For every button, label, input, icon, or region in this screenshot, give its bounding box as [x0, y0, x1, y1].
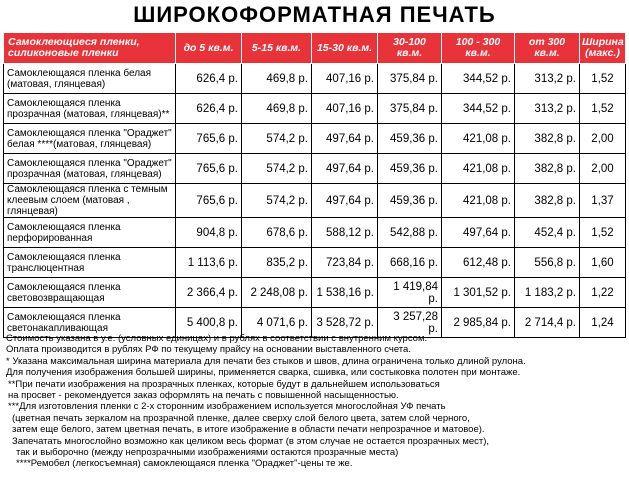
price-cell-p2: 574,2 р. — [242, 184, 312, 218]
price-cell-p3: 407,16 р. — [312, 64, 378, 94]
price-cell-p3: 497,64 р. — [312, 124, 378, 154]
note-line: Запечатать многослойно возможно как целиком весь формат (в этом случае не остается прозрачных мест), — [12, 435, 490, 447]
price-cell-p5: 421,08 р. — [442, 184, 515, 218]
note-line: (цветная печать зеркалом на прозрачной пленке, далее сверху слой белого цвета, затем слой черного, — [12, 412, 470, 424]
product-name-cell: Самоклеющаяся пленка транслюцентная — [4, 248, 176, 278]
note-line: ***Для изготовления пленки с 2-х сторонним изображением используется многослойная УФ печать — [8, 401, 446, 413]
price-cell-p5: 344,52 р. — [442, 94, 515, 124]
price-cell-p2: 574,2 р. — [242, 154, 312, 184]
product-name-cell: Самоклеющаяся пленка светонакапливающая — [4, 308, 176, 338]
price-cell-p5: 612,48 р. — [442, 248, 515, 278]
price-cell-p1: 1 113,6 р. — [176, 248, 242, 278]
price-cell-p1: 2 366,4 р. — [176, 278, 242, 308]
note-line: * Указана максимальная ширина материала для печати без стыков и швов, длина ограничена только длиной рулона. — [6, 355, 526, 367]
price-table — [3, 32, 626, 338]
price-cell-p5: 2 985,84 р. — [442, 308, 515, 338]
price-cell-p4: 542,88 р. — [378, 218, 442, 248]
header-col5: 100 - 300 кв.м. — [442, 33, 515, 64]
width-cell: 1,52 — [580, 218, 626, 248]
header-name: Самоклеющиеся пленки, силиконовые пленки — [4, 33, 176, 64]
note-line: **При печати изображения на прозрачных пленках, которые будут в дальнейшем использоваться — [8, 378, 440, 390]
price-cell-p5: 344,52 р. — [442, 64, 515, 94]
price-cell-p1: 5 400,8 р. — [176, 308, 242, 338]
price-cell-p3: 1 538,16 р. — [312, 278, 378, 308]
width-cell: 1,60 — [580, 248, 626, 278]
price-cell-p1: 765,6 р. — [176, 184, 242, 218]
note-line: Стоимость указана в у.е. (условных единицах) и в рублях в соответствии с внутренним курсом. — [6, 333, 428, 344]
price-cell-p5: 421,08 р. — [442, 154, 515, 184]
note-line: Оплата производится в рублях РФ по текущему прайсу на основании выставленного счета. — [6, 344, 411, 356]
product-name-cell: Самоклеющаяся пленка "Ораджет" прозрачная (матовая, глянцевая) — [4, 154, 176, 184]
product-name-cell: Самоклеющаяся пленка перфорированная — [4, 218, 176, 248]
width-cell: 2,00 — [580, 124, 626, 154]
product-name-cell: Самоклеющаяся пленка белая (матовая, глянцевая) — [4, 64, 176, 94]
price-cell-p6: 556,8 р. — [515, 248, 580, 278]
product-name-cell: Самоклеющаяся пленка "Ораджет" белая ****(матовая, глянцевая) — [4, 124, 176, 154]
price-cell-p3: 3 528,72 р. — [312, 308, 378, 338]
note-line: ****Ремобел (легкосъемная) самоклеющаяся пленка "Ораджет"-цены те же. — [16, 458, 353, 470]
price-cell-p1: 765,6 р. — [176, 154, 242, 184]
width-cell: 1,24 — [580, 308, 626, 338]
product-name-cell: Самоклеющаяся пленка с темным клеевым слоем (матовая , глянцевая) — [4, 184, 176, 218]
header-col6: от 300 кв.м. — [515, 33, 580, 64]
table-row — [4, 124, 626, 154]
price-cell-p4: 459,36 р. — [378, 184, 442, 218]
page-title: ШИРОКОФОРМАТНАЯ ПЕЧАТЬ — [133, 2, 496, 27]
price-cell-p6: 1 183,2 р. — [515, 278, 580, 308]
header-width: Ширина (макс.) — [580, 33, 626, 64]
price-cell-p6: 313,2 р. — [515, 64, 580, 94]
price-cell-p1: 626,4 р. — [176, 94, 242, 124]
note-line: Для получения изображения большей ширины, применяется сварка, сшивка, или состыковка полотен при монтаже. — [6, 367, 521, 379]
price-cell-p3: 588,12 р. — [312, 218, 378, 248]
table-row — [4, 248, 626, 278]
price-cell-p4: 1 419,84 р. — [378, 278, 442, 308]
width-cell: 2,00 — [580, 154, 626, 184]
price-cell-p2: 469,8 р. — [242, 64, 312, 94]
price-cell-p4: 459,36 р. — [378, 154, 442, 184]
price-cell-p2: 4 071,6 р. — [242, 308, 312, 338]
product-name-cell: Самоклеющаяся пленка световозвращающая — [4, 278, 176, 308]
price-cell-p3: 497,64 р. — [312, 154, 378, 184]
price-cell-p6: 382,8 р. — [515, 154, 580, 184]
table-row — [4, 64, 626, 94]
table-row — [4, 278, 626, 308]
price-cell-p2: 678,6 р. — [242, 218, 312, 248]
note-line: затем еще белого, затем цветная печать, в итоге изображение в области печати непрозрачное и матовое). — [12, 424, 485, 436]
price-cell-p5: 421,08 р. — [442, 124, 515, 154]
header-col4: 30-100 кв.м. — [378, 33, 442, 64]
note-line: на просвет - рекомендуется заказ оформлять на печать с повышенной насыщенностью. — [8, 390, 399, 402]
price-cell-p5: 1 301,52 р. — [442, 278, 515, 308]
price-cell-p6: 382,8 р. — [515, 124, 580, 154]
price-cell-p4: 668,16 р. — [378, 248, 442, 278]
note-line: так и выборочно (между непрозрачными изображениями остаются прозрачные места) — [16, 447, 399, 459]
price-cell-p6: 452,4 р. — [515, 218, 580, 248]
price-cell-p3: 497,64 р. — [312, 184, 378, 218]
price-cell-p2: 469,8 р. — [242, 94, 312, 124]
table-row — [4, 154, 626, 184]
price-cell-p4: 3 257,28 р. — [378, 308, 442, 338]
table-row — [4, 184, 626, 218]
price-cell-p2: 835,2 р. — [242, 248, 312, 278]
width-cell: 1,52 — [580, 64, 626, 94]
header-col3: 15-30 кв.м. — [312, 33, 378, 64]
table-row — [4, 94, 626, 124]
table-body — [4, 64, 626, 338]
price-cell-p6: 313,2 р. — [515, 94, 580, 124]
price-cell-p4: 459,36 р. — [378, 124, 442, 154]
price-cell-p6: 382,8 р. — [515, 184, 580, 218]
price-cell-p2: 574,2 р. — [242, 124, 312, 154]
width-cell: 1,37 — [580, 184, 626, 218]
price-cell-p2: 2 248,08 р. — [242, 278, 312, 308]
table-row — [4, 218, 626, 248]
price-cell-p1: 904,8 р. — [176, 218, 242, 248]
price-cell-p4: 375,84 р. — [378, 94, 442, 124]
table-header-row — [4, 33, 626, 64]
price-cell-p5: 497,64 р. — [442, 218, 515, 248]
price-cell-p3: 723,84 р. — [312, 248, 378, 278]
width-cell: 1,52 — [580, 94, 626, 124]
header-col1: до 5 кв.м. — [176, 33, 242, 64]
price-cell-p1: 765,6 р. — [176, 124, 242, 154]
price-cell-p4: 375,84 р. — [378, 64, 442, 94]
price-cell-p6: 2 714,4 р. — [515, 308, 580, 338]
header-col2: 5-15 кв.м. — [242, 33, 312, 64]
product-name-cell: Самоклеющаяся пленка прозрачная (матовая, глянцевая)** — [4, 94, 176, 124]
width-cell: 1,22 — [580, 278, 626, 308]
price-cell-p1: 626,4 р. — [176, 64, 242, 94]
price-cell-p3: 407,16 р. — [312, 94, 378, 124]
notes-block — [6, 333, 624, 470]
